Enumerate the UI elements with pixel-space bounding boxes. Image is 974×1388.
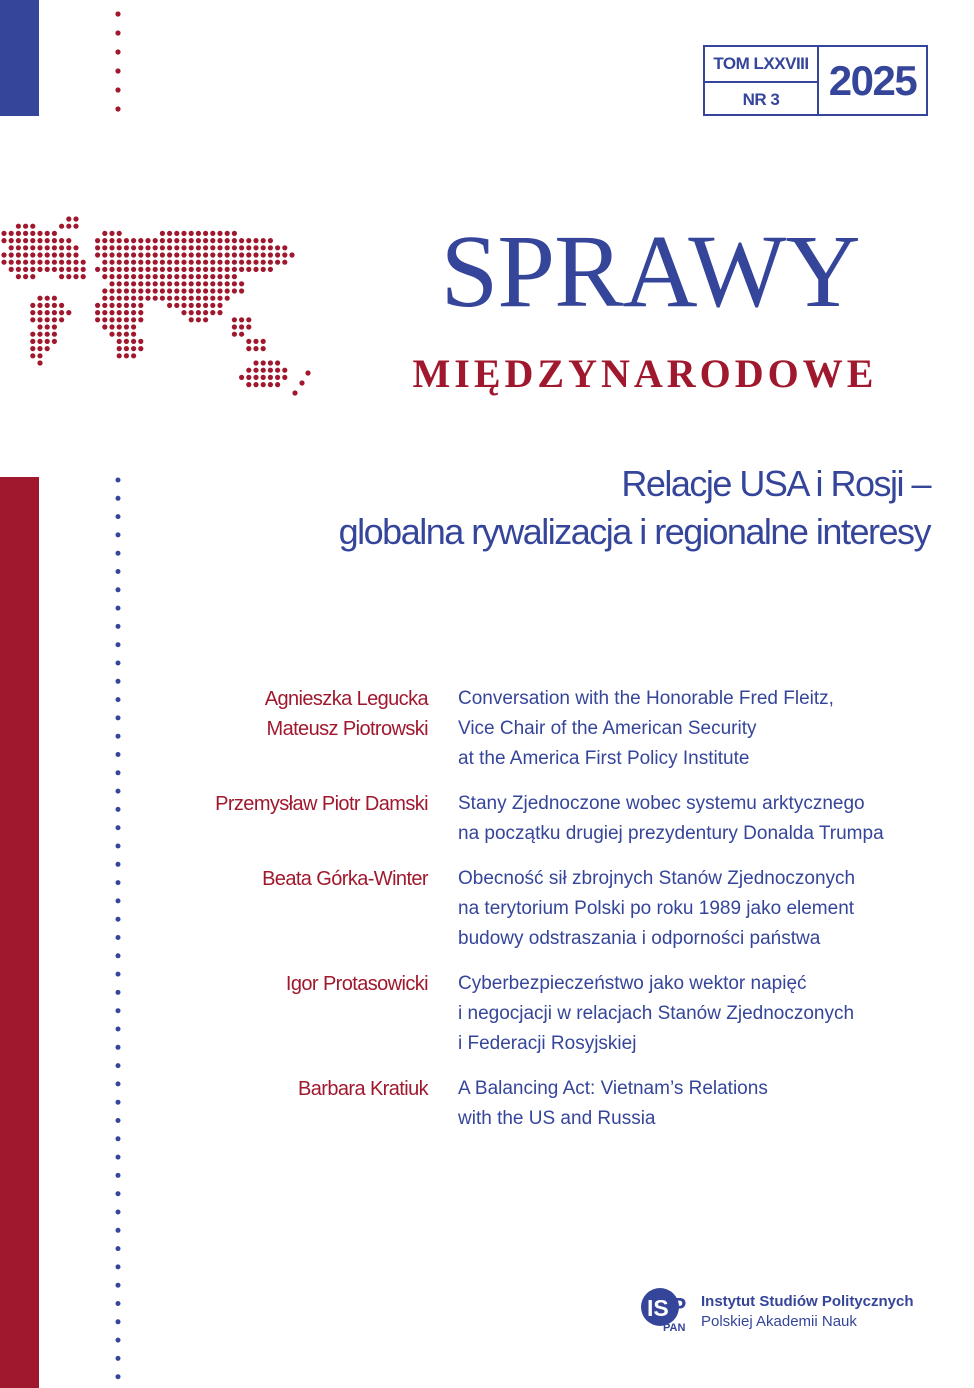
article-title-line: Stany Zjednoczone wobec systemu arktycznego [458,793,865,814]
article-title-line: with the US and Russia [458,1108,656,1129]
issue-year: 2025 [828,56,917,104]
article-title-line: na terytorium Polski po roku 1989 jako element [458,898,855,919]
article-authors [150,684,428,744]
journal-title: SPRAWY [440,214,860,329]
logo-letter-right: P [671,1293,687,1319]
issue-theme-line: Relacje USA i Rosji – [621,463,930,504]
issue-box [703,45,928,116]
article-title [458,1074,938,1134]
issue-theme [339,460,930,556]
author-name: Beata Górka-Winter [262,868,428,890]
publisher-name [701,1292,914,1332]
author-name: Barbara Kratiuk [298,1078,428,1100]
author-name: Mateusz Piotrowski [266,718,428,740]
article-title-line: Cyberbezpieczeństwo jako wektor napięć [458,973,807,994]
red-accent-bar [0,477,39,1388]
article-authors [150,864,428,894]
article-title-line: at the America First Policy Institute [458,748,750,769]
article-title-line: Vice Chair of the American Security [458,718,757,739]
author-name: Przemysław Piotr Damski [215,793,428,815]
article-title [458,684,938,774]
article-authors [150,969,428,999]
volume-label: TOM LXXVIII [705,47,817,83]
publisher-block [638,1287,958,1337]
article-title-line: A Balancing Act: Vietnam’s Relations [458,1078,768,1099]
issue-theme-line: globalna rywalizacja i regionalne interesy [338,511,930,552]
article-authors [150,789,428,819]
publisher-line: Instytut Studiów Politycznych [701,1293,914,1310]
author-name: Agnieszka Legucka [264,688,428,710]
blue-accent-bar [0,0,39,116]
article-title-line: na początku drugiej prezydentury Donalda Trumpa [458,823,884,844]
dotted-line-side [114,476,122,1388]
article-title-line: i negocjacji w relacjach Stanów Zjednoczonych [458,1003,855,1024]
author-name: Igor Protasowicki [285,973,428,995]
logo-pan: PAN [663,1322,686,1333]
article-title [458,864,938,954]
article-title-line: budowy odstraszania i odporności państwa [458,928,821,949]
world-map-icon [0,215,320,400]
article-title [458,969,938,1059]
journal-subtitle: MIĘDZYNARODOWE [412,351,878,396]
article-title-line: i Federacji Rosyjskiej [458,1033,637,1054]
logo-letters-left: IS [647,1295,669,1321]
publisher-line: Polskiej Akademii Nauk [701,1313,857,1330]
dotted-line-top [114,10,122,120]
article-title-line: Conversation with the Honorable Fred Fleitz, [458,688,834,709]
article-title [458,789,938,849]
article-authors [150,1074,428,1104]
article-title-line: Obecność sił zbrojnych Stanów Zjednoczonych [458,868,856,889]
isp-pan-logo-icon [638,1287,694,1333]
issue-number: NR 3 [742,90,780,109]
